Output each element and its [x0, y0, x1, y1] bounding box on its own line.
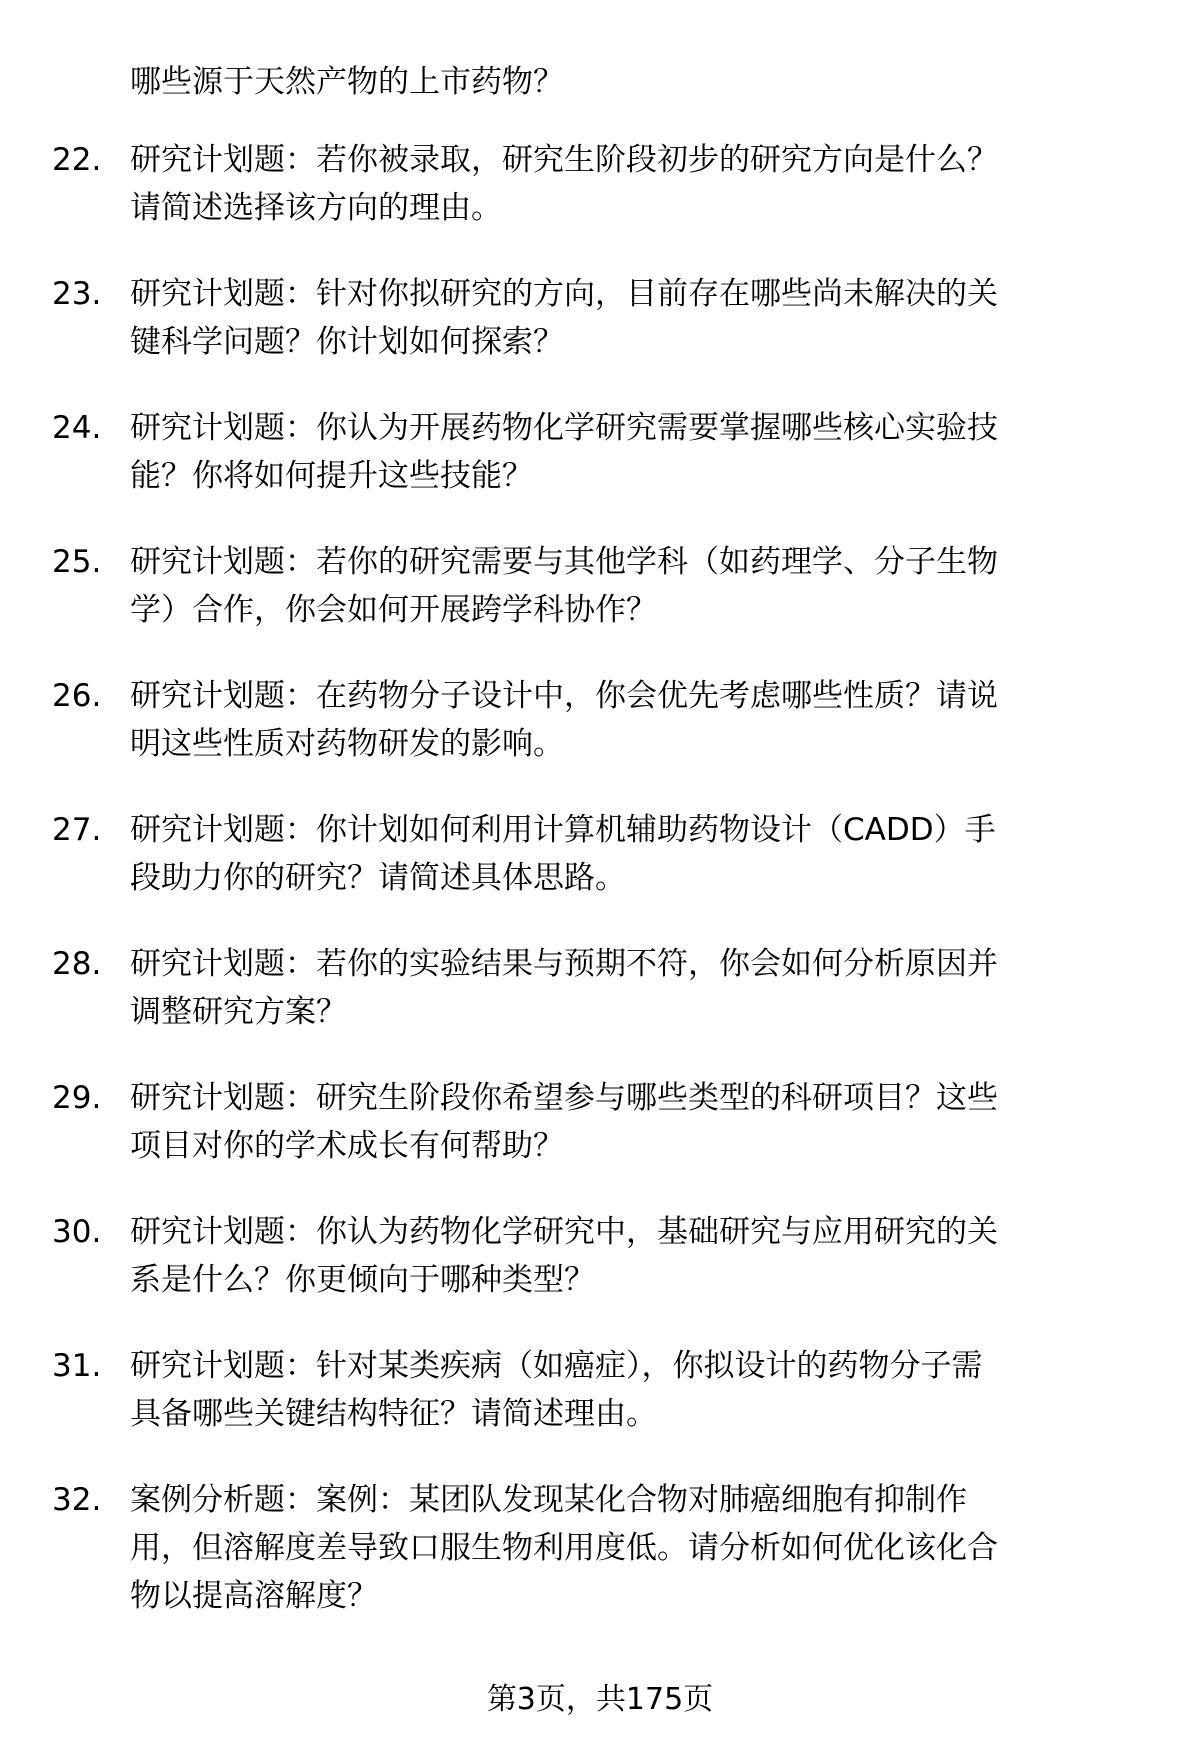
- question-line: 具备哪些关键结构特征？请简述理由。: [130, 1396, 657, 1432]
- question-text: [130, 1074, 1140, 1170]
- question-item: [0, 1476, 1200, 1620]
- question-list: [0, 136, 1200, 1658]
- question-line: 研究计划题：若你的实验结果与预期不符，你会如何分析原因并: [130, 946, 998, 982]
- question-item: [0, 136, 1200, 232]
- question-item: [0, 270, 1200, 366]
- question-line: 段助力你的研究？请简述具体思路。: [130, 860, 626, 896]
- question-line: 案例分析题：案例：某团队发现某化合物对肺癌细胞有抑制作: [130, 1482, 967, 1518]
- question-line: 研究计划题：研究生阶段你希望参与哪些类型的科研项目？这些: [130, 1080, 998, 1116]
- question-number: 31.: [52, 1348, 102, 1384]
- question-text: [130, 270, 1140, 366]
- question-line: 用，但溶解度差导致口服生物利用度低。请分析如何优化该化合: [130, 1530, 998, 1566]
- question-line: 研究计划题：你计划如何利用计算机辅助药物设计（CADD）手: [130, 812, 996, 848]
- question-item: [0, 1342, 1200, 1438]
- question-line: 研究计划题：若你的研究需要与其他学科（如药理学、分子生物: [130, 544, 998, 580]
- page-footer: 第3页，共175页: [486, 1682, 714, 1717]
- question-number: 24.: [52, 410, 102, 446]
- question-item: [0, 404, 1200, 500]
- question-line: 系是什么？你更倾向于哪种类型？: [130, 1262, 595, 1298]
- question-number: 25.: [52, 544, 102, 580]
- question-line: 学）合作，你会如何开展跨学科协作？: [130, 592, 657, 628]
- question-number: 30.: [52, 1214, 102, 1250]
- question-line: 研究计划题：你认为药物化学研究中，基础研究与应用研究的关: [130, 1214, 998, 1250]
- question-item: [0, 940, 1200, 1036]
- question-line: 研究计划题：若你被录取，研究生阶段初步的研究方向是什么？: [130, 142, 998, 178]
- question-line: 研究计划题：针对某类疾病（如癌症），你拟设计的药物分子需: [130, 1348, 983, 1384]
- question-number: 28.: [52, 946, 102, 982]
- question-number: 22.: [52, 142, 102, 178]
- question-item: [0, 1208, 1200, 1304]
- question-text: [130, 404, 1140, 500]
- question-line: 调整研究方案？: [130, 994, 347, 1030]
- question-line: 研究计划题：针对你拟研究的方向，目前存在哪些尚未解决的关: [130, 276, 998, 312]
- question-line: 键科学问题？你计划如何探索？: [130, 324, 564, 360]
- question-number: 23.: [52, 276, 102, 312]
- question-text: [130, 940, 1140, 1036]
- question-text: [130, 136, 1140, 232]
- question-item: [0, 1074, 1200, 1170]
- question-line: 明这些性质对药物研发的影响。: [130, 726, 564, 762]
- question-number: 29.: [52, 1080, 102, 1116]
- question-number: 26.: [52, 678, 102, 714]
- question-line: 项目对你的学术成长有何帮助？: [130, 1128, 564, 1164]
- question-item: [0, 806, 1200, 902]
- question-text: [130, 1342, 1140, 1438]
- question-text: [130, 538, 1140, 634]
- question-text: [130, 1476, 1140, 1620]
- continued-question-text: 哪些源于天然产物的上市药物？: [130, 64, 564, 100]
- question-item: [0, 538, 1200, 634]
- question-line: 能？你将如何提升这些技能？: [130, 458, 533, 494]
- question-text: [130, 672, 1140, 768]
- question-number: 27.: [52, 812, 102, 848]
- question-item: [0, 672, 1200, 768]
- question-line: 研究计划题：你认为开展药物化学研究需要掌握哪些核心实验技: [130, 410, 998, 446]
- question-line: 物以提高溶解度？: [130, 1578, 378, 1614]
- question-line: 请简述选择该方向的理由。: [130, 190, 502, 226]
- question-text: [130, 806, 1140, 902]
- question-line: 研究计划题：在药物分子设计中，你会优先考虑哪些性质？请说: [130, 678, 998, 714]
- question-number: 32.: [52, 1482, 102, 1518]
- question-text: [130, 1208, 1140, 1304]
